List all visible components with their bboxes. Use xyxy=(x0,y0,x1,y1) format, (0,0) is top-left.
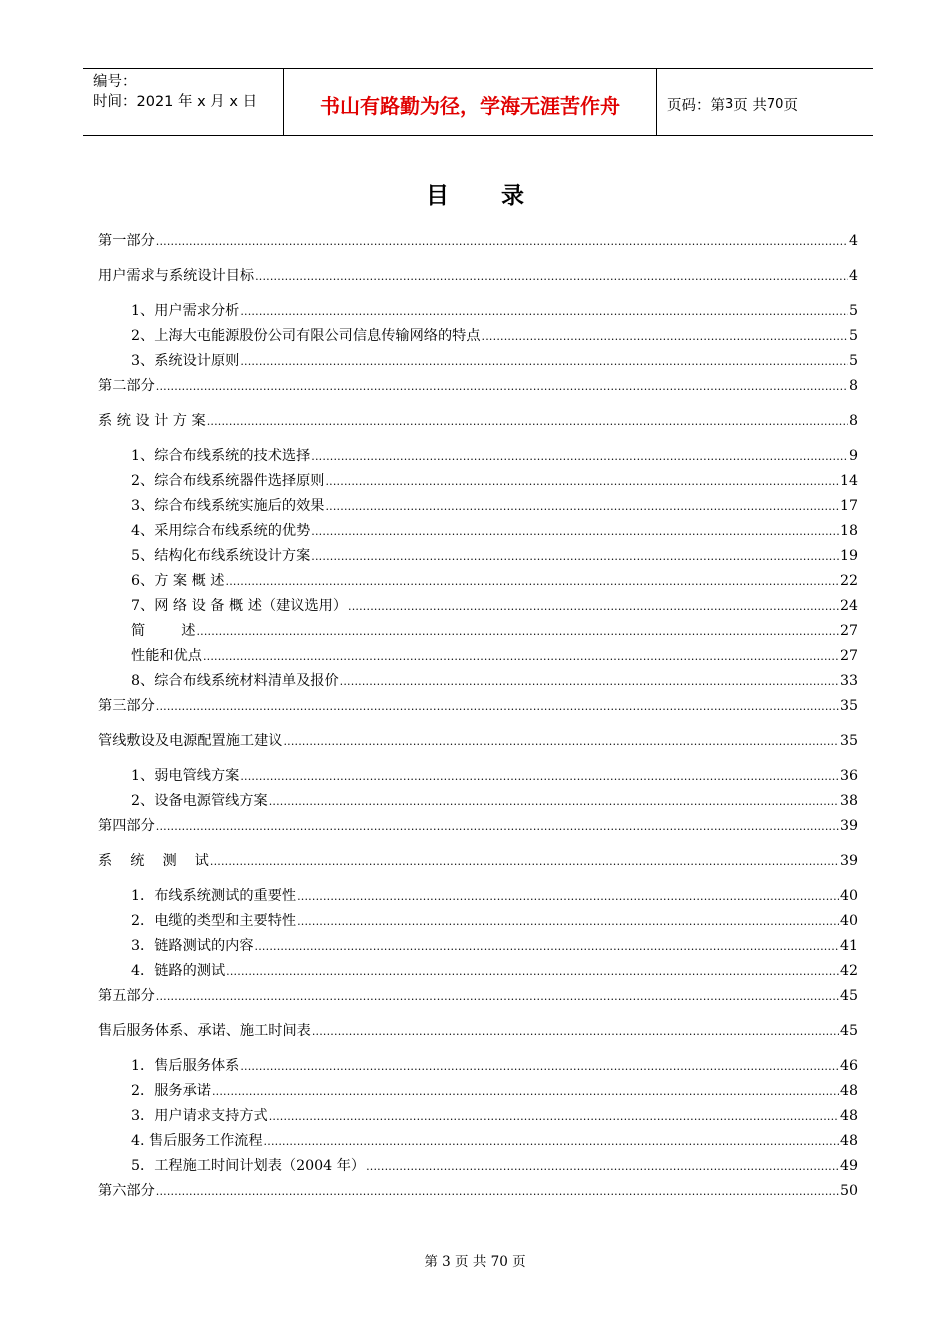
toc-entry-page: 9 xyxy=(848,448,858,464)
toc-leader-dots xyxy=(240,353,848,371)
toc-entry-page: 27 xyxy=(839,623,858,639)
toc-entry[interactable] xyxy=(98,732,858,751)
toc-entry-label: 3．链路测试的内容 xyxy=(131,938,254,954)
toc-entry-page: 50 xyxy=(839,1183,858,1199)
toc-entry-page: 45 xyxy=(839,1023,858,1039)
toc-entry[interactable] xyxy=(131,647,858,666)
toc-leader-dots xyxy=(240,1058,839,1076)
toc-entry[interactable] xyxy=(131,792,858,811)
toc-entry-label: 管线敷设及电源配置施工建议 xyxy=(98,733,283,749)
toc-leader-dots xyxy=(312,1023,839,1041)
toc-leader-dots xyxy=(269,1108,839,1126)
toc-leader-dots xyxy=(255,268,848,286)
toc-entry[interactable] xyxy=(98,412,858,431)
toc-entry[interactable] xyxy=(98,377,858,396)
toc-leader-dots xyxy=(482,328,848,346)
toc-entry-label: 简 述 xyxy=(131,623,196,639)
page-current: 3 xyxy=(725,96,734,112)
header-table xyxy=(83,68,873,136)
toc-entry-label: 2、上海大屯能源股份公司有限公司信息传输网络的特点 xyxy=(131,328,481,344)
toc-entry[interactable] xyxy=(131,962,858,981)
toc-leader-dots xyxy=(311,448,848,466)
toc-leader-dots xyxy=(207,413,848,431)
toc-entry-page: 35 xyxy=(839,698,858,714)
toc-entry[interactable] xyxy=(131,1132,858,1151)
toc-entry[interactable] xyxy=(131,887,858,906)
toc-entry-page: 5 xyxy=(848,353,858,369)
toc-entry-label: 2．电缆的类型和主要特性 xyxy=(131,913,297,929)
toc-entry[interactable] xyxy=(131,622,858,641)
toc-leader-dots xyxy=(269,793,839,811)
toc-entry-label: 第六部分 xyxy=(98,1183,155,1199)
toc-leader-dots xyxy=(264,1133,839,1151)
toc-entry-label: 3、系统设计原则 xyxy=(131,353,240,369)
toc-leader-dots xyxy=(283,733,838,751)
toc-entry[interactable] xyxy=(131,1157,858,1176)
toc-entry[interactable] xyxy=(98,1182,858,1201)
motto: 书山有路勤为径，学海无涯苦作舟 xyxy=(284,69,657,135)
toc-entry-page: 35 xyxy=(839,733,858,749)
toc-entry[interactable] xyxy=(131,1082,858,1101)
toc-entry[interactable] xyxy=(131,547,858,566)
toc-leader-dots xyxy=(156,698,839,716)
page-title xyxy=(0,177,950,210)
header-info-cell xyxy=(83,69,284,135)
number-label: 编号： xyxy=(93,74,137,90)
toc-entry-page: 36 xyxy=(839,768,858,784)
toc-entry[interactable] xyxy=(98,697,858,716)
toc-entry[interactable] xyxy=(98,232,858,251)
toc-leader-dots xyxy=(325,498,838,516)
toc-entry[interactable] xyxy=(98,817,858,836)
toc-entry[interactable] xyxy=(131,447,858,466)
title-char-right: 录 xyxy=(501,183,524,209)
toc-entry-page: 48 xyxy=(839,1083,858,1099)
toc-entry-page: 45 xyxy=(839,988,858,1004)
toc-entry[interactable] xyxy=(131,912,858,931)
toc-entry-page: 22 xyxy=(839,573,858,589)
toc-entry-label: 2、综合布线系统器件选择原则 xyxy=(131,473,325,489)
toc-entry[interactable] xyxy=(131,937,858,956)
toc-leader-dots xyxy=(311,548,839,566)
toc-entry-page: 19 xyxy=(839,548,858,564)
toc-leader-dots xyxy=(348,598,839,616)
toc-entry-page: 24 xyxy=(839,598,858,614)
toc-leader-dots xyxy=(212,1083,839,1101)
toc-leader-dots xyxy=(297,913,839,931)
toc-entry-page: 27 xyxy=(839,648,858,664)
page-label-prefix: 页码：第 xyxy=(667,97,725,114)
toc-entry-label: 3、综合布线系统实施后的效果 xyxy=(131,498,325,514)
toc-entry-label: 3．用户请求支持方式 xyxy=(131,1108,268,1124)
toc-entry[interactable] xyxy=(98,852,858,871)
toc-entry-label: 2．服务承诺 xyxy=(131,1083,211,1099)
time-label: 时间：2021 年 x 月 x 日 xyxy=(93,94,258,110)
toc-leader-dots xyxy=(156,233,848,251)
toc-entry-label: 售后服务体系、承诺、施工时间表 xyxy=(98,1023,311,1039)
toc-entry-label: 第一部分 xyxy=(98,233,155,249)
toc-leader-dots xyxy=(240,768,839,786)
toc-entry[interactable] xyxy=(98,1022,858,1041)
toc-entry-page: 46 xyxy=(839,1058,858,1074)
toc-entry-label: 1．售后服务体系 xyxy=(131,1058,240,1074)
toc-entry[interactable] xyxy=(131,327,858,346)
toc-entry-page: 14 xyxy=(839,473,858,489)
toc-entry-page: 39 xyxy=(839,818,858,834)
toc-entry-label: 系 统 设 计 方 案 xyxy=(98,413,206,429)
toc-entry-label: 第五部分 xyxy=(98,988,155,1004)
toc-leader-dots xyxy=(210,853,839,871)
toc-entry-page: 5 xyxy=(848,328,858,344)
toc-entry-label: 1．布线系统测试的重要性 xyxy=(131,888,297,904)
toc-leader-dots xyxy=(255,938,839,956)
toc-entry[interactable] xyxy=(131,472,858,491)
toc-leader-dots xyxy=(340,673,839,691)
toc-entry-label: 7、网 络 设 备 概 述（建议选用） xyxy=(131,598,348,614)
toc-entry-page: 41 xyxy=(839,938,858,954)
page-total: 70 xyxy=(766,96,784,112)
toc-entry-page: 4 xyxy=(848,233,858,249)
toc-leader-dots xyxy=(203,648,839,666)
toc-entry[interactable] xyxy=(131,572,858,591)
toc-entry-page: 18 xyxy=(839,523,858,539)
toc-leader-dots xyxy=(311,523,839,541)
toc-entry-page: 33 xyxy=(839,673,858,689)
toc-entry-label: 第二部分 xyxy=(98,378,155,394)
toc-leader-dots xyxy=(156,988,839,1006)
toc-entry-label: 2、设备电源管线方案 xyxy=(131,793,268,809)
toc-entry[interactable] xyxy=(131,522,858,541)
toc-entry-label: 1、综合布线系统的技术选择 xyxy=(131,448,311,464)
toc-entry-page: 8 xyxy=(848,378,858,394)
toc-entry[interactable] xyxy=(131,672,858,691)
toc-entry-label: 8、综合布线系统材料清单及报价 xyxy=(131,673,339,689)
toc-entry-page: 42 xyxy=(839,963,858,979)
toc-entry[interactable] xyxy=(131,767,858,786)
toc-entry[interactable] xyxy=(131,597,858,616)
page-label-suffix: 页 xyxy=(783,97,798,114)
toc-leader-dots xyxy=(366,1158,839,1176)
toc-leader-dots xyxy=(226,963,839,981)
toc-leader-dots xyxy=(156,378,848,396)
toc-entry-page: 8 xyxy=(848,413,858,429)
toc-entry-label: 性能和优点 xyxy=(131,648,202,664)
toc-leader-dots xyxy=(297,888,839,906)
toc-entry-page: 4 xyxy=(848,268,858,284)
toc-entry[interactable] xyxy=(131,1107,858,1126)
toc-entry-page: 48 xyxy=(839,1133,858,1149)
toc-entry[interactable] xyxy=(131,497,858,516)
toc-entry-page: 48 xyxy=(839,1108,858,1124)
toc-entry-page: 39 xyxy=(839,853,858,869)
toc-entry-label: 4、采用综合布线系统的优势 xyxy=(131,523,311,539)
toc-entry[interactable] xyxy=(98,267,858,286)
toc-leader-dots xyxy=(240,303,848,321)
toc-entry[interactable] xyxy=(98,987,858,1006)
toc-entry-page: 38 xyxy=(839,793,858,809)
toc-entry[interactable] xyxy=(131,352,858,371)
page-footer: 第 3 页 共 70 页 xyxy=(424,1254,526,1270)
toc-entry-label: 4. 售后服务工作流程 xyxy=(131,1133,263,1149)
page-label-mid: 页 共 xyxy=(733,97,767,114)
toc-entry[interactable] xyxy=(131,1057,858,1076)
toc-leader-dots xyxy=(325,473,838,491)
toc-leader-dots xyxy=(156,1183,839,1201)
toc-entry-page: 40 xyxy=(839,913,858,929)
toc-entry-label: 5、结构化布线系统设计方案 xyxy=(131,548,311,564)
toc-leader-dots xyxy=(196,623,838,641)
toc-entry-label: 用户需求与系统设计目标 xyxy=(98,268,255,284)
toc-entry-label: 4．链路的测试 xyxy=(131,963,226,979)
toc-entry-label: 系 统 测 试 xyxy=(98,853,209,869)
toc-entry-page: 17 xyxy=(839,498,858,514)
toc-entry[interactable] xyxy=(131,302,858,321)
title-char-left: 目 xyxy=(426,183,449,209)
toc-entry-page: 5 xyxy=(848,303,858,319)
toc-entry-label: 5．工程施工时间计划表（2004 年） xyxy=(131,1158,366,1174)
toc-entry-label: 1、弱电管线方案 xyxy=(131,768,240,784)
toc-entry-label: 1、用户需求分析 xyxy=(131,303,240,319)
toc-entry-page: 40 xyxy=(839,888,858,904)
header-page-cell xyxy=(657,69,873,135)
toc-leader-dots xyxy=(156,818,839,836)
toc-entry-label: 第三部分 xyxy=(98,698,155,714)
toc-entry-label: 第四部分 xyxy=(98,818,155,834)
toc-leader-dots xyxy=(226,573,839,591)
toc-entry-label: 6、方 案 概 述 xyxy=(131,573,225,589)
toc-entry-page: 49 xyxy=(839,1158,858,1174)
